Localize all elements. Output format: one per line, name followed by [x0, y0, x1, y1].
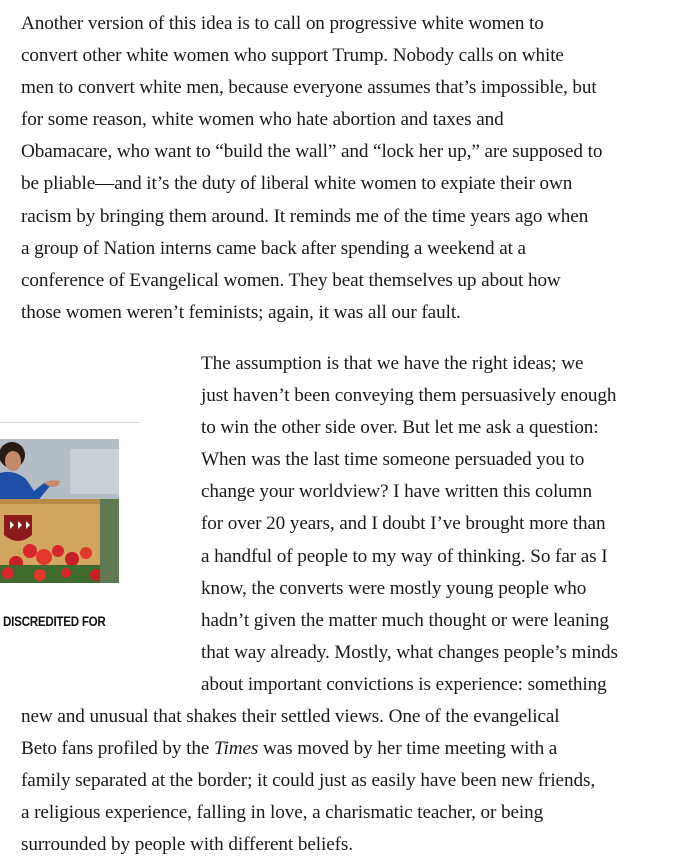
- paragraph-line: Obamacare, who want to “build the wall” and “lock her up,” are supposed to: [21, 141, 603, 163]
- paragraph-line: for over 20 years, and I doubt I’ve brought more than: [201, 513, 606, 535]
- paragraph-line: that way already. Mostly, what changes people’s minds: [201, 641, 618, 663]
- paragraph-line: new and unusual that shakes their settled views. One of the evangelical: [21, 706, 560, 727]
- sidebar-divider: [0, 422, 140, 423]
- paragraph-line: conference of Evangelical women. They beat themselves up about how: [21, 269, 561, 291]
- paragraph-line: The assumption is that we have the right ideas; we: [201, 353, 584, 374]
- paragraph-line: those women weren’t feminists; again, it was all our fault.: [21, 301, 461, 323]
- paragraph-line: When was the last time someone persuaded you to: [201, 449, 585, 471]
- publication-name-italic: Times: [213, 738, 259, 760]
- paragraph-line: just haven’t been conveying them persuasively enough: [201, 385, 617, 407]
- paragraph-line: Another version of this idea is to call on progressive white women to: [21, 13, 544, 34]
- paragraph-line: about important convictions is experience: something: [201, 673, 607, 695]
- article-paragraph-2: [201, 348, 671, 701]
- paragraph-line: family separated at the border; it could just as easily have been new friends,: [21, 770, 596, 792]
- paragraph-line: a religious experience, falling in love, a charismatic teacher, or being: [21, 802, 544, 824]
- line-text: was moved by her time meeting with a: [258, 738, 558, 760]
- sidebar-thumbnail-photo[interactable]: [0, 439, 119, 583]
- paragraph-line: for some reason, white women who hate abortion and taxes and: [21, 109, 504, 131]
- sidebar-caption[interactable]: DISCREDITED FOR: [3, 614, 106, 629]
- article-paragraph-1: [21, 8, 671, 329]
- paragraph-line: hadn’t given the matter much thought or were leaning: [201, 609, 609, 631]
- paragraph-line: change your worldview? I have written this column: [201, 481, 592, 503]
- paragraph-line: know, the converts were mostly young people who: [201, 577, 587, 599]
- paragraph-line: [21, 733, 671, 765]
- paragraph-line: to win the other side over. But let me ask a question:: [201, 417, 599, 439]
- paragraph-line: surrounded by people with different beliefs.: [21, 834, 353, 856]
- paragraph-line: a handful of people to my way of thinking. So far as I: [201, 545, 608, 567]
- paragraph-line: be pliable—and it’s the duty of liberal white women to expiate their own: [21, 173, 573, 195]
- paragraph-line: men to convert white men, because everyone assumes that’s impossible, but: [21, 77, 597, 99]
- paragraph-line: convert other white women who support Trump. Nobody calls on white: [21, 45, 564, 67]
- paragraph-line: a group of Nation interns came back after spending a weekend at a: [21, 237, 526, 259]
- paragraph-line: racism by bringing them around. It reminds me of the time years ago when: [21, 205, 589, 227]
- article-paragraph-3: [21, 701, 671, 861]
- speaker-at-podium-image: [0, 439, 119, 583]
- line-text: Beto fans profiled by the: [21, 738, 214, 760]
